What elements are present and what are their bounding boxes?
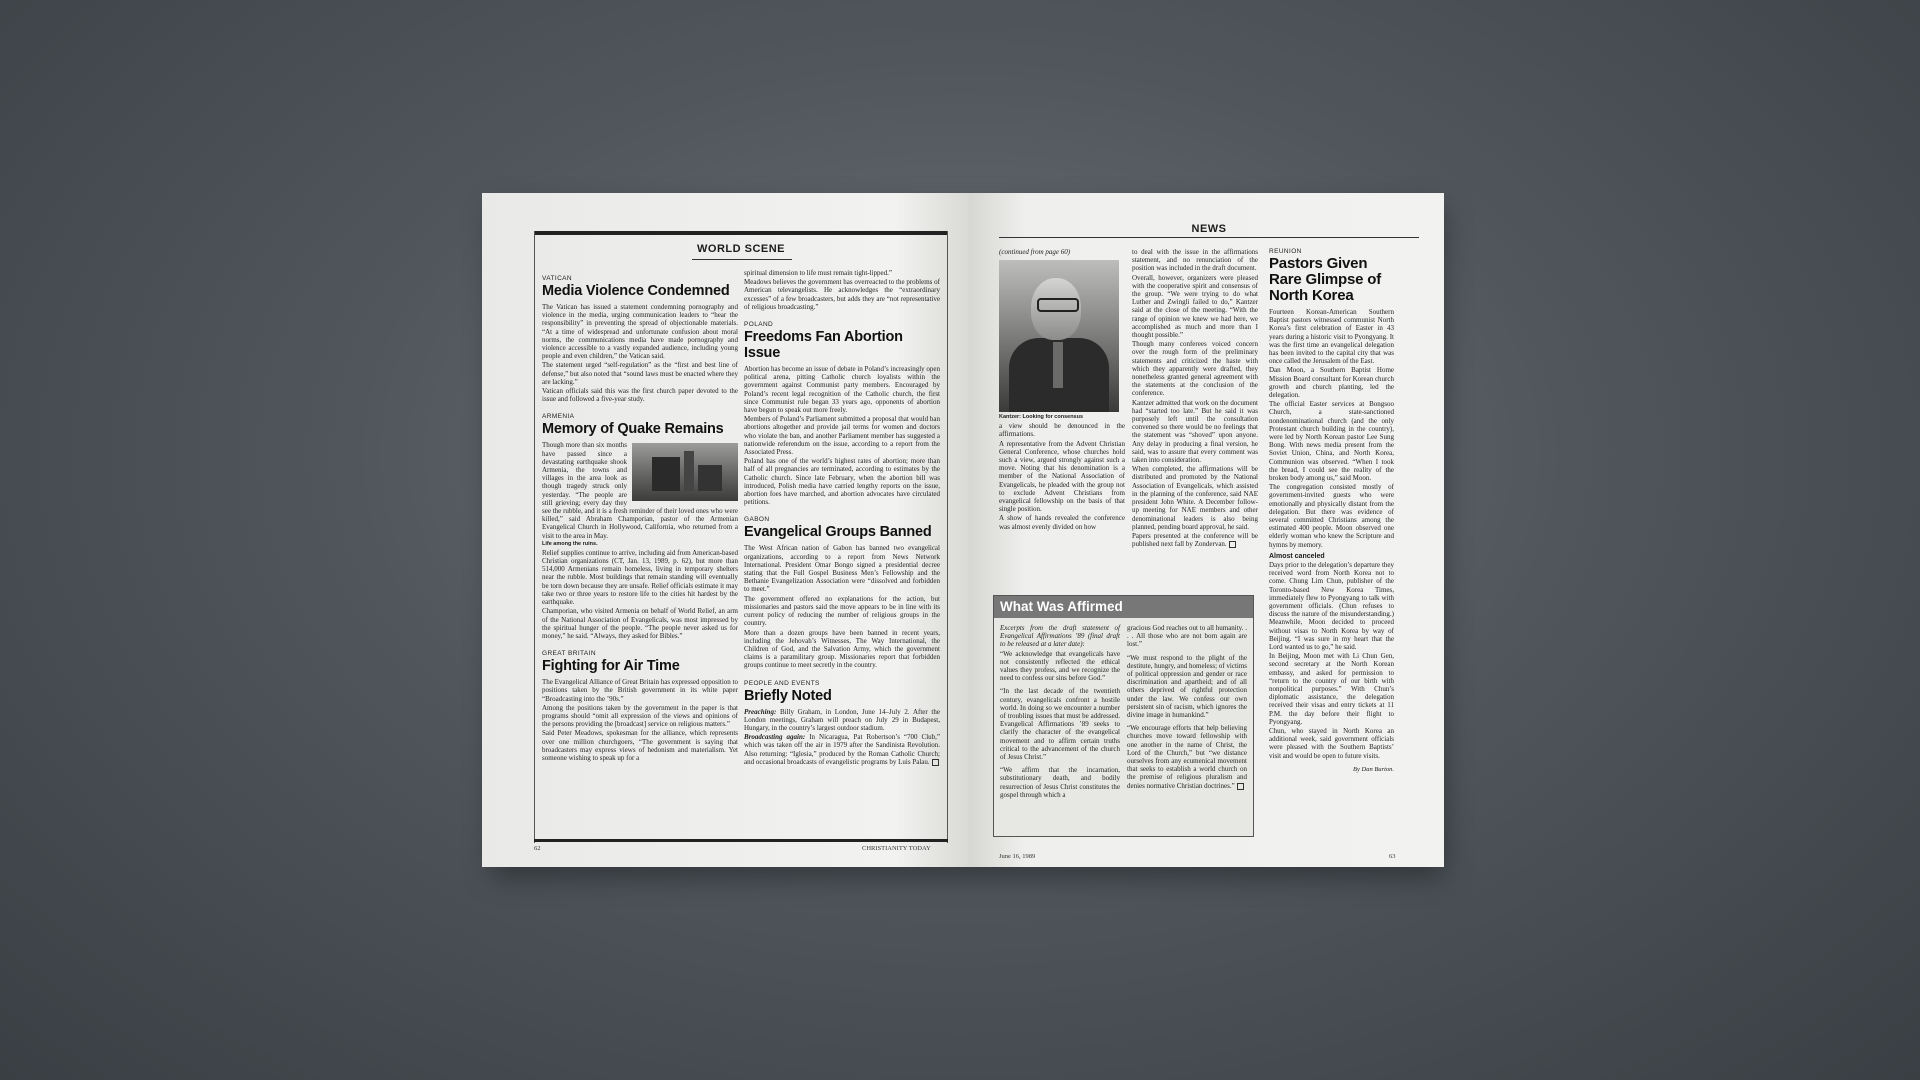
body-text: Dan Moon, a Southern Baptist Home Mission Board consultant for Korean church growth and church planting, led the delegation. <box>1269 366 1394 400</box>
bottom-rule <box>534 839 948 842</box>
body-text: Billy Graham, in London, June 14–July 2. After the London meetings, Graham will preach on July 29 in Budapest, Hungary, in the country’s largest outdoor stadium. <box>744 707 940 732</box>
quote: “We affirm that the incarnation, substitutionary death, and bodily resurrection of Jesus Christ constitutes the gospel through which a <box>1000 766 1120 799</box>
magazine-spread <box>482 193 1444 867</box>
body-text: The Vatican has issued a statement condemning pornography and violence in the media, urging communication leaders to “hear the responsibility” in preventing the spread of objectionable materials. “At a time of widespread and unfortunate confusion about moral norms, the communications media have made pornography and violence accessible to a vastly expanded audience, including young people and even children,” the Vatican said. <box>542 303 738 361</box>
sidebar-column-1 <box>1000 624 1120 800</box>
headline: Memory of Quake Remains <box>542 421 724 438</box>
publication-name: CHRISTIANITY TODAY <box>862 845 931 852</box>
body-text: The government offered no explanations for the action, but missionaries and pastors said the move appears to be in line with its current policy of reducing the number of religious groups in the country. <box>744 594 940 628</box>
body-text: Poland has one of the world’s highest rates of abortion; more than half of all pregnancies are terminated, according to estimates by the Catholic church. Since late February, when the abortion bill was introduced, Polish media have carried lengthy reports on the issue, abortion foes have marched, and abortion advocates have circulated petitions. <box>744 457 940 507</box>
quote: “We encourage efforts that help believing churches move toward fellowship with one another in the name of Christ, the Lord of the Church,” but “we distance ourselves from any ecumenical movement that seeks to establish a world church on the premise of religious pluralism and denies normative Christian doctrines.” <box>1127 724 1247 790</box>
byline: By Dan Burton. <box>1353 765 1394 773</box>
right-column-3 <box>1269 248 1394 773</box>
right-column-1 <box>999 248 1125 532</box>
body-text: Though more than six months have passed since a devastating earthquake shook Armenia, the towns and villages in the area look as though tragedy struck only yesterday. “The people are still grieving; every day they see the rubble, and it is a fresh reminder of their loved ones who were killed,” said Abraham Champorian, pastor of the Armenian Evangelical Church in Hollywood, California, who returned from a visit to the area in May. <box>542 441 738 540</box>
section-title: WORLD SCENE <box>697 243 785 255</box>
quote <box>1127 724 1247 790</box>
photo-caption: Life among the ruins. <box>542 540 598 547</box>
body-text: The congregation consisted mostly of government-invited guests who were emotionally and physically distant from the delegation. But there was evidence of several committed Christians among the estimated 400 people. Moon observed one elderly woman who knew the Scripture and hymns by memory. <box>1269 483 1394 549</box>
sidebar-box <box>993 595 1254 837</box>
body-text: When completed, the affirmations will be distributed and promoted by the National Association of Evangelicals, which assisted in the planning of the conference, said NAE president John White. A December follow-up meeting for NAE members and other denominational leaders is also being planned, pending board approval, he said. <box>1132 465 1258 531</box>
subhead: Almost canceled <box>1269 552 1325 560</box>
body-text: In Beijing, Moon met with Li Chun Gen, second secretary at the North Korean embassy, and asked for permission to “return to the country of our birth with nonpolitical purposes.” With Chun’s diplomatic assistance, the delegation received their visas and entry tickets at 11 P.M. the day before their flight to Pyongyang. <box>1269 652 1394 726</box>
kicker: PEOPLE AND EVENTS <box>744 679 820 687</box>
right-page <box>969 193 1444 867</box>
run-in-lead: Broadcasting again: <box>744 733 806 742</box>
body-text: A show of hands revealed the conference was almost evenly divided on how <box>999 514 1125 531</box>
body-text: Though many conferees voiced concern over the rough form of the preliminary statements and criticized the haste with which they apparently were drafted, they nonetheless granted general agreement with the statements at the conclusion of the conference. <box>1132 340 1258 398</box>
body-text: Meadows believes the government has overreacted to the problems of American televangelists. He acknowledges the “extraordinary excesses” of a few broadcasters, but adds they are “not representative of religious broadcasting.” <box>744 278 940 311</box>
sidebar-column-2 <box>1127 624 1247 791</box>
headline: Briefly Noted <box>744 687 832 704</box>
right-column-2 <box>1132 248 1258 549</box>
body-text: The statement urged “self-regulation” as the “first and best line of defense,” but also noted that “sound laws must be enacted where they are lacking.” <box>542 361 738 386</box>
kantzer-portrait-photo <box>999 260 1119 412</box>
body-text: The West African nation of Gabon has banned two evangelical organizations, according to a report from News Network International. President Omar Bongo signed a presidential decree stating that the Full Gospel Business Men’s Fellowship and the Bethanie Evangelization Association were “dissolved and forbidden to meet.” <box>744 544 940 594</box>
left-column-1 <box>542 275 738 763</box>
end-mark-icon <box>932 759 939 766</box>
body-text: Chun, who stayed in North Korea an additional week, said government officials were pleased with the Southern Baptists’ visit and would be open to future visits. <box>1269 726 1394 760</box>
body-text: In Nicaragua, Pat Robertson’s “700 Club,” which was taken off the air in 1979 after the Sandinista Revolution. Also returning: “Iglesia,” produced by the Roman Catholic Church; and occasional broadcasts of evangelistic programs by Luis Palau. <box>744 733 940 766</box>
headline: Fighting for Air Time <box>542 658 680 675</box>
kicker: GREAT BRITAIN <box>542 650 596 658</box>
body-text: a view should be denounced in the affirmations. <box>999 422 1125 439</box>
kicker: POLAND <box>744 321 774 329</box>
kicker: GABON <box>744 516 770 524</box>
body-text: The official Easter services at Bongsoo Church, a state-sanctioned nondenominational church (and the only Protestant church building in the country), were led by North Korean pastor Lee Sung Bong. With news media present from the Soviet Union, China, and North Korea, Communion was observed. “When I took the bread, I could see the reality of the broken body among us,” said Moon. <box>1269 400 1394 483</box>
end-mark-icon <box>1237 783 1244 790</box>
body-text <box>744 733 940 766</box>
body-text: Overall, however, organizers were pleased with the cooperative spirit and consensus of the group. “We were trying to do what Luther and Zwingli failed to do,” Kantzer said at the close of the meeting. “With the range of opinion we knew we had here, we accomplished as much and more than I thought possible.” <box>1132 273 1258 340</box>
quote: “We must respond to the plight of the destitute, hungry, and homeless; of victims of political oppression and gender or race discrimination and apartheid; and of all others deprived of rightful protection under the law. We confess our own persistent sin of racism, which ignores the divine image in humankind.” <box>1127 653 1247 720</box>
body-text: Said Peter Meadows, spokesman for the alliance, which represents over one million churchgoers, “The government is saying that broadcasters may express views of hedonism and materialism. Yet someone wishing to speak up for a <box>542 729 738 762</box>
body-text: Abortion has become an issue of debate in Poland’s increasingly open political arena, pitting Catholic church loyalists within the government against Communist party members. Encouraged by Poland’s recent legal recognition of the Catholic church, the first since Communist rule began 33 years ago, opponents of abortion have begun to speak out more freely. <box>744 365 940 415</box>
body-text: spiritual dimension to life must remain tight-lipped.” <box>744 269 892 277</box>
issue-date: June 16, 1989 <box>999 853 1036 860</box>
kicker: REUNION <box>1269 248 1302 255</box>
left-column-2 <box>744 269 940 767</box>
run-in-lead: Preaching: <box>744 707 777 716</box>
quote: “We acknowledge that evangelicals have not consistently reflected the ethical values they profess, and we recognize the need to confess our sins before God.” <box>1000 649 1120 683</box>
headline: Evangelical Groups Banned <box>744 524 932 541</box>
section-rule <box>999 237 1419 238</box>
continued-note: (continued from page 60) <box>999 248 1071 256</box>
quote: “In the last decade of the twentieth century, evangelicals confront a hostile world. In doing so we encounter a number of troubling issues that must be addressed. Evangelical Affirmations ’89 seeks to clarify the character of the evangelical movement and to affirm certain truths critical to the advancement of the church of Jesus Christ.” <box>1000 687 1120 762</box>
earthquake-ruins-photo <box>632 443 738 501</box>
page-number: 62 <box>534 845 541 852</box>
left-page <box>482 193 969 867</box>
quote: gracious God reaches out to all humanity. . . . All those who are not born again are lost.” <box>1127 624 1247 649</box>
body-text: Fourteen Korean-American Southern Baptist pastors witnessed communist North Korea’s first celebration of Easter in 43 years during a historic visit to Pyongyang. It was the first time an evangelical delegation has been invited to the capital city that was once called the Jerusalem of the East. <box>1269 308 1394 366</box>
headline: Media Violence Condemned <box>542 283 730 299</box>
body-text: The Evangelical Alliance of Great Britain has expressed opposition to positions taken by the British government in its white paper “Broadcasting into the ’90s.” <box>542 678 738 703</box>
body-text: Kantzer admitted that work on the document had “started too late.” But he said it was purposely left until the consultation convened so there would be no feelings that the statement was “shoved” upon anyone. Any delay in producing a final version, he said, was to assure that every comment was taken into consideration. <box>1132 398 1258 465</box>
section-underline <box>692 259 792 260</box>
body-text: A representative from the Advent Christian General Conference, whose churches hold such a view, argued strongly against such a move. Noting that his denomination is a member of the National Association of Evangelicals, he pleaded with the group not to exclude Advent Christians from evangelical fellowship on the basis of that single position. <box>999 439 1125 514</box>
headline: Pastors Given Rare Glimpse of North Korea <box>1269 255 1382 304</box>
body-text: Champorian, who visited Armenia on behalf of World Relief, an arm of the National Association of Evangelicals, was most impressed by the spiritual hunger of the people. “The people never asked us for money,” he said. “Always, they asked for Bibles.” <box>542 607 738 640</box>
body-text: Vatican officials said this was the first church paper devoted to the issue and followed a five-year study. <box>542 387 738 404</box>
body-text <box>744 708 940 733</box>
headline: Freedoms Fan Abortion Issue <box>744 329 903 362</box>
body-text: More than a dozen groups have been banned in recent years, including the Jehovah’s Witnesses, The Way International, the Children of God, and the Salvation Army, which the government claims is a paramilitary group. Missionaries report that forbidden groups continue to meet secretly in the country. <box>744 628 940 670</box>
section-title: NEWS <box>1191 223 1227 235</box>
kicker: ARMENIA <box>542 413 575 421</box>
body-text: Papers presented at the conference will be published next fall by Zondervan. <box>1132 531 1258 549</box>
page-number: 63 <box>1389 853 1396 860</box>
sidebar-title: What Was Affirmed <box>1000 599 1123 614</box>
sidebar-intro: Excerpts from the draft statement of Evangelical Affirmations ’89 (final draft to be released at a later date): <box>1000 624 1120 649</box>
body-text: Members of Poland’s Parliament submitted a proposal that would ban abortions altogether and provide jail terms for women and doctors who violate the ban, and another Parliament member has suggested a nationwide referendum on the issue, according to a report from the Associated Press. <box>744 415 940 457</box>
body-text: to deal with the issue in the affirmations statement, and no renunciation of the position was included in the draft document. <box>1132 248 1258 273</box>
photo-caption: Kantzer: Looking for consensus <box>999 414 1084 421</box>
end-mark-icon <box>1229 541 1236 548</box>
kicker: VATICAN <box>542 275 573 282</box>
body-text <box>1132 532 1258 548</box>
body-text: Days prior to the delegation’s departure they received word from North Korea not to come. Chung Lim Chun, publisher of the Toronto-based New Korea Times, immediately flew to Pyongyang to talk with government officials. (Chun refuses to discuss the nature of the misunderstanding.) Meanwhile, Moon decided to proceed without visas to North Korea by way of Beijing. “I was sure in my heart that the Lord wanted us to go,” he said. <box>1269 560 1394 651</box>
body-text: Relief supplies continue to arrive, including aid from American-based Christian organizations (CT, Jan. 13, 1989, p. 62), but more than 514,000 Armenians remain homeless, living in temporary shelters near the rubble. Most buildings that remain standing will eventually be torn down because they are unsafe. Relief officials estimate it may take two or three years to restore life to the cities hit hardest by the earthquake. <box>542 548 738 607</box>
body-text: Among the positions taken by the government in the paper is that programs should “omit all expression of the views and opinions of the persons providing the [broadcast] service on religious matters.” <box>542 703 738 729</box>
